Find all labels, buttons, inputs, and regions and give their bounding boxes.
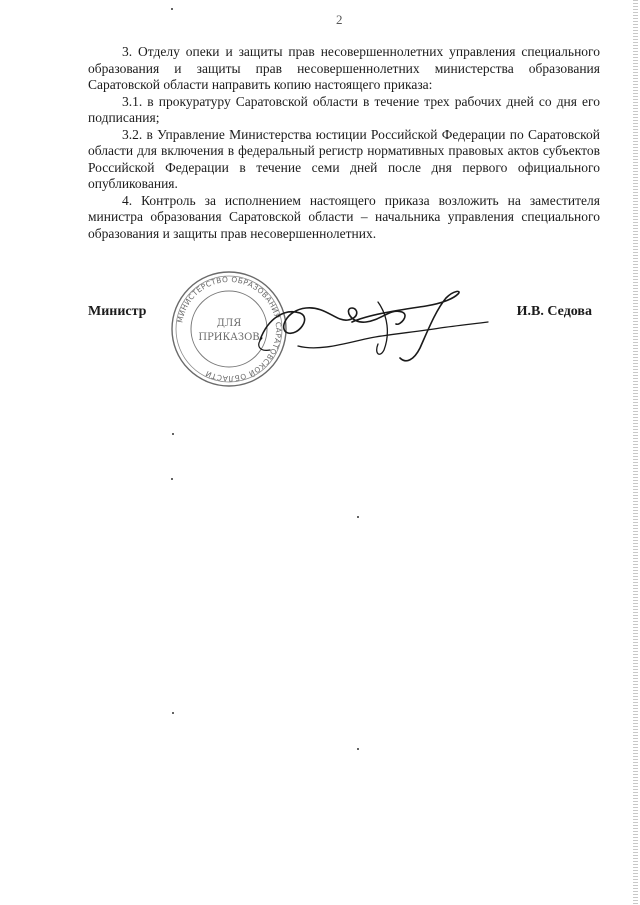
paragraph-4: 4. Контроль за исполнением настоящего приказа возложить на заместителя министра образования Саратовской области – начальника управления специального образования и защиты прав несовершеннолетних.: [88, 192, 600, 241]
page-number: 2: [336, 12, 343, 27]
signature-block: [88, 304, 600, 326]
scan-speck: [171, 8, 173, 10]
signatory-title: Министр: [88, 304, 147, 319]
stamp-center-line1: ДЛЯ: [216, 318, 242, 329]
scan-speck: [171, 478, 173, 480]
scan-edge: [633, 0, 638, 905]
paragraph-3-1: 3.1. в прокуратуру Саратовской области в течение трех рабочих дней со дня его подписания;: [88, 93, 600, 125]
stamp-center-line2: ПРИКАЗОВ: [198, 332, 260, 343]
paragraph-3-2: 3.2. в Управление Министерства юстиции Российской Федерации по Саратовской области для включения в федеральный регистр нормативных правовых актов субъектов Российской Федерации в течение семи дней после дня первого официального опубликования.: [88, 126, 600, 191]
scan-speck: [172, 712, 174, 714]
order-text: [88, 44, 600, 242]
scan-speck: [357, 516, 359, 518]
scan-speck: [172, 433, 174, 435]
signatory-name: И.В. Седова: [516, 304, 592, 319]
stamp-ring-text: МИНИСТЕРСТВО ОБРАЗОВАНИЯ САРАТОВСКОЙ ОБЛАСТИ: [175, 274, 284, 384]
paragraph-3: 3. Отделу опеки и защиты прав несовершеннолетних управления специального образования и защиты прав несовершеннолетних министерства образования Саратовской области направить копию настоящего приказа:: [88, 44, 600, 92]
scan-speck: [357, 748, 359, 750]
